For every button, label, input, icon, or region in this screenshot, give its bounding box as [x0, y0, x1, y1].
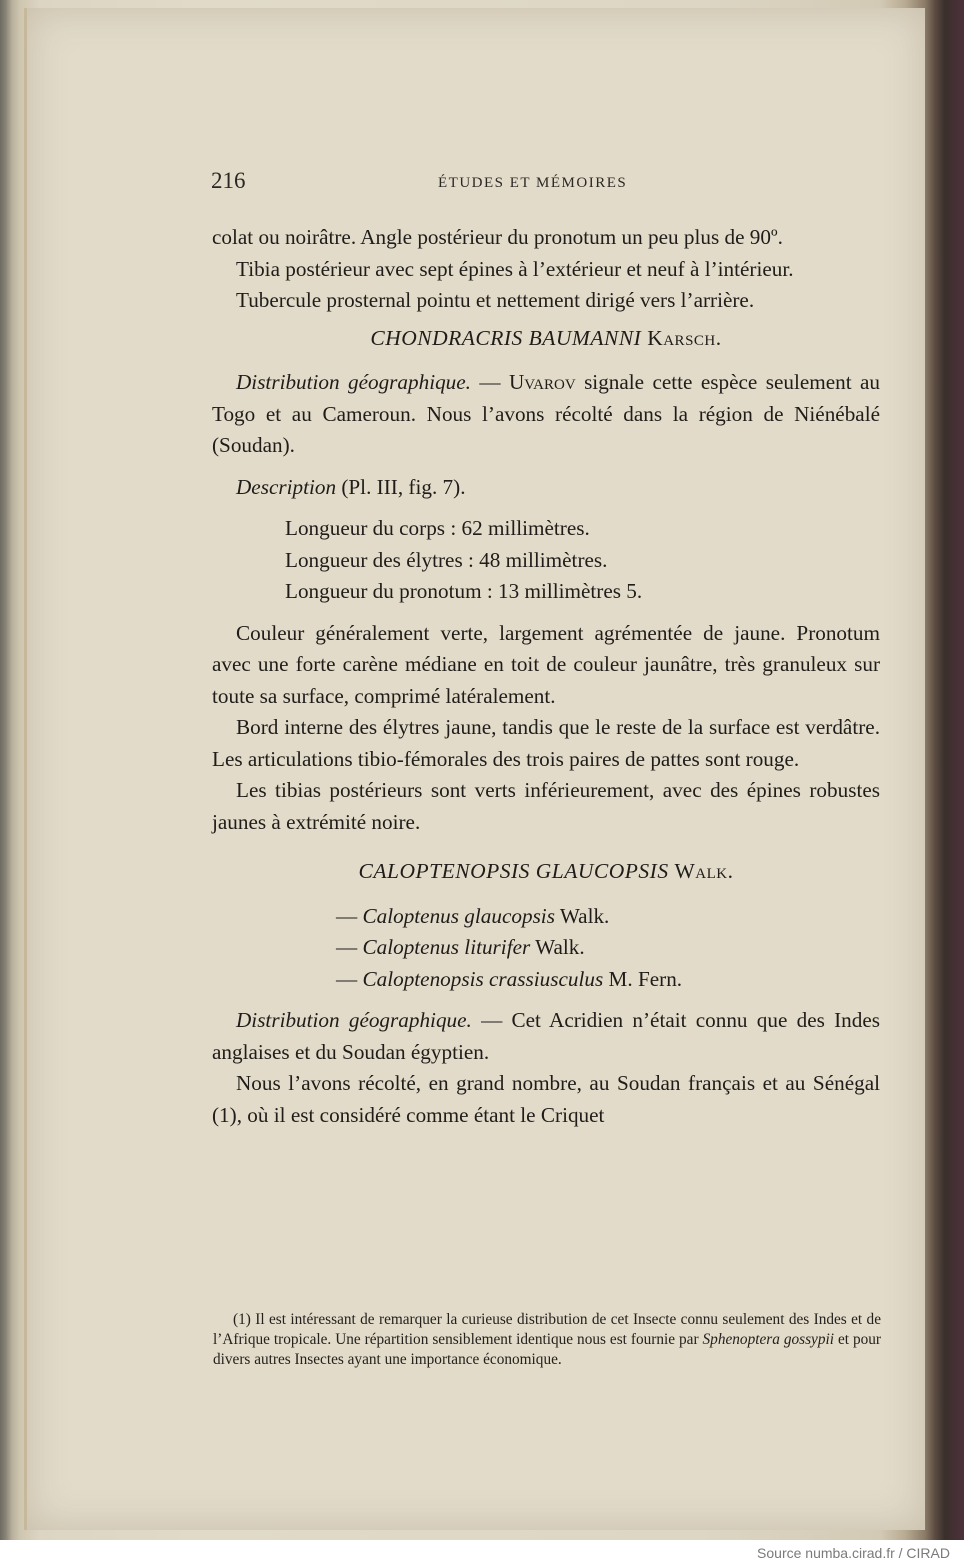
dash: —: [336, 935, 363, 959]
synonym-line: [212, 932, 880, 964]
paragraph: colat ou noirâtre. Angle postérieur du pronotum un peu plus de 90º.: [212, 225, 783, 249]
species-author: Karsch.: [647, 325, 722, 350]
distribution-paragraph: [212, 367, 880, 462]
section-label: Description: [236, 474, 337, 499]
synonym-author: Walk.: [554, 903, 610, 928]
species-italic: Sphenoptera gossypii: [702, 1331, 834, 1348]
footnote-text-part: (1) Il est intéressant de remarquer la curieuse distribution de cet Insecte connu seulement des Indes et de l’Afrique tropicale. Une répartition sensiblement identique nous est fournie par: [213, 1311, 881, 1348]
species-name: CHONDRACRIS BAUMANNI: [370, 325, 642, 350]
description-heading: [212, 472, 880, 504]
distribution-paragraph: [212, 1005, 880, 1068]
running-head: ÉTUDES ET MÉMOIRES: [438, 175, 628, 191]
measurement-line: Longueur du corps : 62 millimètres.: [285, 516, 590, 540]
paragraph: Tubercule prosternal pointu et nettement dirigé vers l’arrière.: [236, 288, 755, 312]
species-author: Walk.: [674, 859, 734, 883]
footnote-text: [213, 1310, 881, 1370]
paragraph: Les tibias postérieurs sont verts inférieurement, avec des épines robustes jaunes à extrémité noire.: [212, 778, 880, 834]
section-label: Distribution géographique.: [236, 1008, 472, 1032]
dash: —: [470, 370, 509, 394]
footnote-text-part: et pour divers autres Insectes ayant une importance économique.: [213, 1331, 881, 1368]
footnote: [213, 1310, 881, 1370]
synonym-author: Walk.: [530, 935, 585, 959]
author-name: Uvarov: [508, 370, 576, 394]
source-credit: Source numba.cirad.fr / CIRAD: [757, 1545, 950, 1561]
body-text: [212, 222, 880, 1131]
section-label: Distribution géographique.: [236, 370, 471, 394]
paragraph: Tibia postérieur avec sept épines à l’extérieur et neuf à l’intérieur.: [236, 256, 794, 281]
synonym-name: Caloptenopsis crassiusculus: [362, 966, 604, 991]
paragraph: Nous l’avons récolté, en grand nombre, au Soudan français et au Sénégal (1), où il est considéré comme étant le Criquet: [212, 1071, 880, 1127]
measurement-line: Longueur des élytres : 48 millimètres.: [285, 547, 608, 572]
species-name: CALOPTENOPSIS GLAUCOPSIS: [358, 859, 669, 883]
paragraph-text: — Cet Acridien n’était connu que des Indes anglaises et du Soudan égyptien.: [212, 1008, 880, 1064]
synonym-line: [212, 901, 880, 933]
synonym-name: Caloptenus liturifer: [362, 935, 531, 959]
paragraph: Couleur généralement verte, largement agrémentée de jaune. Pronotum avec une forte carène médiane en toit de couleur jaunâtre, très granuleux sur toute sa surface, comprimé latéralement.: [212, 620, 880, 708]
synonym-name: Caloptenus glaucopsis: [362, 903, 555, 928]
species-heading: [212, 323, 880, 355]
paragraph: Bord interne des élytres jaune, tandis que le reste de la surface est verdâtre. Les articulations tibio-fémorales des trois paires de pattes sont rouge.: [212, 715, 880, 771]
measurement-line: Longueur du pronotum : 13 millimètres 5.: [285, 579, 643, 603]
page-number: 216: [211, 168, 246, 193]
page-header: [211, 168, 881, 198]
paragraph-text: signale cette espèce seulement au Togo et au Cameroun. Nous l’avons récolté dans la région de Niénébalé (Soudan).: [212, 370, 880, 457]
species-heading: [212, 856, 880, 888]
dash: —: [336, 966, 363, 991]
plate-reference: (Pl. III, fig. 7).: [336, 474, 466, 499]
dash: —: [336, 903, 363, 928]
synonym-author: M. Fern.: [603, 966, 683, 991]
synonym-line: [212, 964, 880, 996]
